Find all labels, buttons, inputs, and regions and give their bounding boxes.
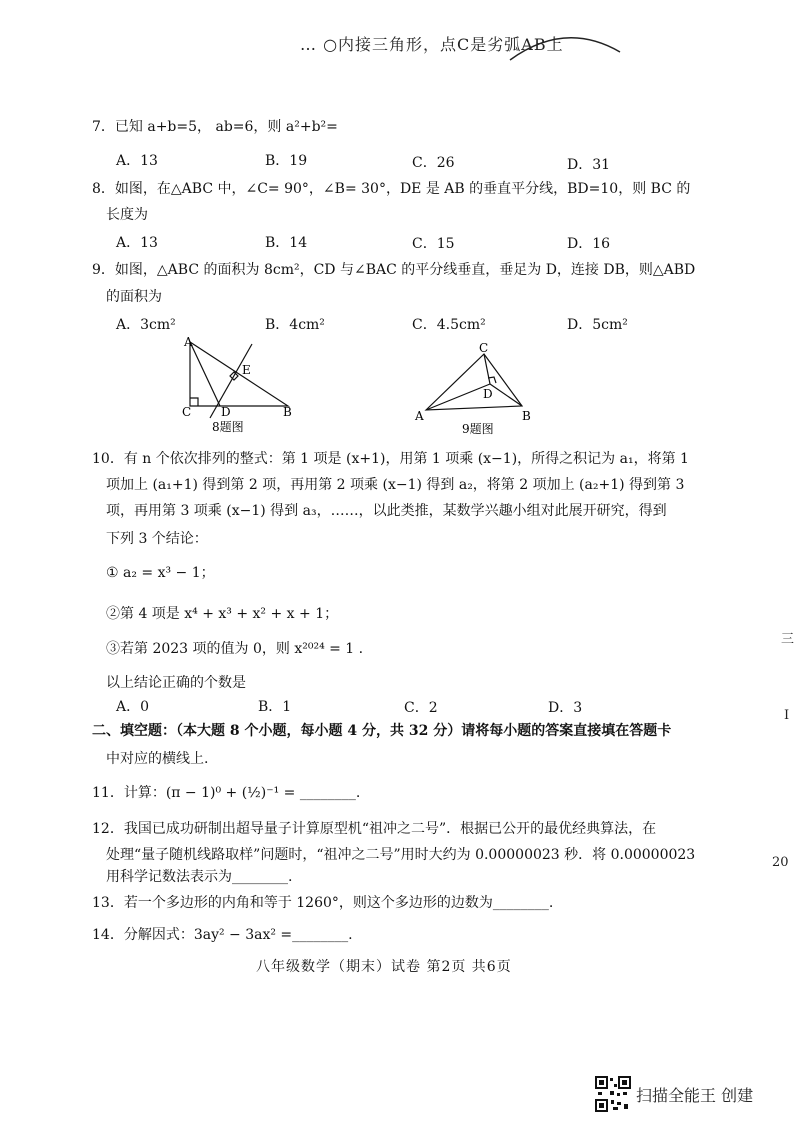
question-12-line3: 用科学记数法表示为________. [106, 869, 293, 885]
fig9-label-a: A [415, 409, 424, 423]
side-mark-2: I [784, 708, 790, 723]
q9-option-b: B．4cm² [265, 317, 325, 333]
q10-option-c: C．2 [404, 700, 438, 716]
side-mark-1: 三 [781, 632, 794, 647]
section-2-heading: 二、填空题：（本大题 8 个小题，每小题 4 分，共 32 分）请将每小题的答案直接填在答题卡 [92, 723, 672, 739]
q7-option-c: C．26 [412, 155, 455, 171]
side-mark-3: 20 [772, 855, 789, 870]
q8-option-c: C．15 [412, 236, 455, 252]
q10-option-b: B．1 [258, 699, 292, 715]
question-10-line5: 以上结论正确的个数是 [106, 675, 246, 691]
fig9-segment-db [490, 384, 522, 406]
question-10-line1: 10．有 n 个依次排列的整式：第 1 项是 (x+1)，用第 1 项乘 (x−1)，所得之积记为 a₁，将第 1 [92, 451, 689, 467]
question-9-line1: 9．如图，△ABC 的面积为 8cm²，CD 与∠BAC 的平分线垂直，垂足为 D，连接 DB，则△ABD [92, 262, 696, 278]
header-fragment: … ○内接三角形，点C是劣弧AB上 [300, 35, 564, 54]
fig8-label-b: B [283, 405, 292, 419]
fig9-segment-ad [426, 384, 490, 410]
figure-9 [410, 340, 540, 435]
q10-option-a: A．0 [116, 699, 150, 715]
fig8-label-c: C [182, 405, 192, 419]
q8-option-b: B．14 [265, 235, 308, 251]
question-10-line4: 下列 3 个结论： [106, 531, 208, 547]
fig9-label-d: D [483, 387, 493, 401]
section-2-line2: 中对应的横线上. [106, 751, 209, 767]
question-8-line2: 长度为 [106, 207, 148, 223]
header-arc [505, 30, 625, 70]
fig8-perpendicular-bisector [210, 344, 252, 418]
q10-conclusion-2: ②第 4 项是 x⁴ + x³ + x² + x + 1； [106, 606, 339, 622]
fig8-label-d: D [221, 405, 231, 419]
q7-option-a: A．13 [116, 153, 158, 169]
fig8-caption: 8题图 [212, 420, 244, 434]
question-10-line2: 项加上 (a₁+1) 得到第 2 项，再用第 2 项乘 (x−1) 得到 a₂，将第 2 项加上 (a₂+1) 得到第 3 [106, 477, 685, 493]
fig8-right-angle-c [190, 398, 198, 406]
question-10-line3: 项，再用第 3 项乘 (x−1) 得到 a₃，……，以此类推，某数学兴趣小组对此展开研究，得到 [106, 503, 667, 519]
question-9-line2: 的面积为 [106, 289, 162, 305]
qr-code-icon [595, 1076, 631, 1112]
q8-option-a: A．13 [116, 235, 158, 251]
question-7: 7．已知 a+b=5， ab=6，则 a²+b²= [92, 119, 338, 135]
fig9-triangle [426, 354, 522, 410]
question-8-line1: 8．如图，在△ABC 中，∠C= 90°，∠B= 30°，DE 是 AB 的垂直平分线，BD=10，则 BC 的 [92, 181, 691, 197]
fig9-label-b: B [522, 409, 531, 423]
q7-option-d: D．31 [567, 157, 611, 173]
q7-option-b: B．19 [265, 153, 308, 169]
fig9-label-c: C [479, 341, 489, 355]
question-14: 14．分解因式：3ay² − 3ax² =________. [92, 927, 353, 943]
fig8-label-a: A [184, 335, 193, 349]
question-11: 11．计算：(π − 1)⁰ + (½)⁻¹ = ________. [92, 785, 361, 801]
scanner-watermark: 扫描全能王 创建 [636, 1086, 754, 1105]
q10-conclusion-3: ③若第 2023 项的值为 0，则 x²⁰²⁴ = 1 . [106, 641, 364, 657]
q8-option-d: D．16 [567, 236, 611, 252]
fig9-caption: 9题图 [462, 422, 494, 435]
q9-option-a: A．3cm² [116, 317, 176, 333]
question-13: 13．若一个多边形的内角和等于 1260°，则这个多边形的边数为________. [92, 895, 554, 911]
q10-option-d: D．3 [548, 700, 583, 716]
figure-8 [170, 334, 300, 434]
fig8-label-e: E [242, 363, 251, 377]
q9-option-c: C．4.5cm² [412, 317, 486, 333]
question-12-line2: 处理“量子随机线路取样”问题时，“祖冲之二号”用时大约为 0.00000023 秒．将 0.00000023 [106, 847, 696, 863]
q10-conclusion-1: ① a₂ = x³ − 1； [106, 565, 215, 581]
q9-option-d: D．5cm² [567, 317, 628, 333]
question-12-line1: 12．我国已成功研制出超导量子计算原型机“祖冲之二号”．根据已公开的最优经典算法，在 [92, 821, 657, 837]
page-footer: 八年级数学（期末）试卷 第2页 共6页 [256, 959, 512, 975]
